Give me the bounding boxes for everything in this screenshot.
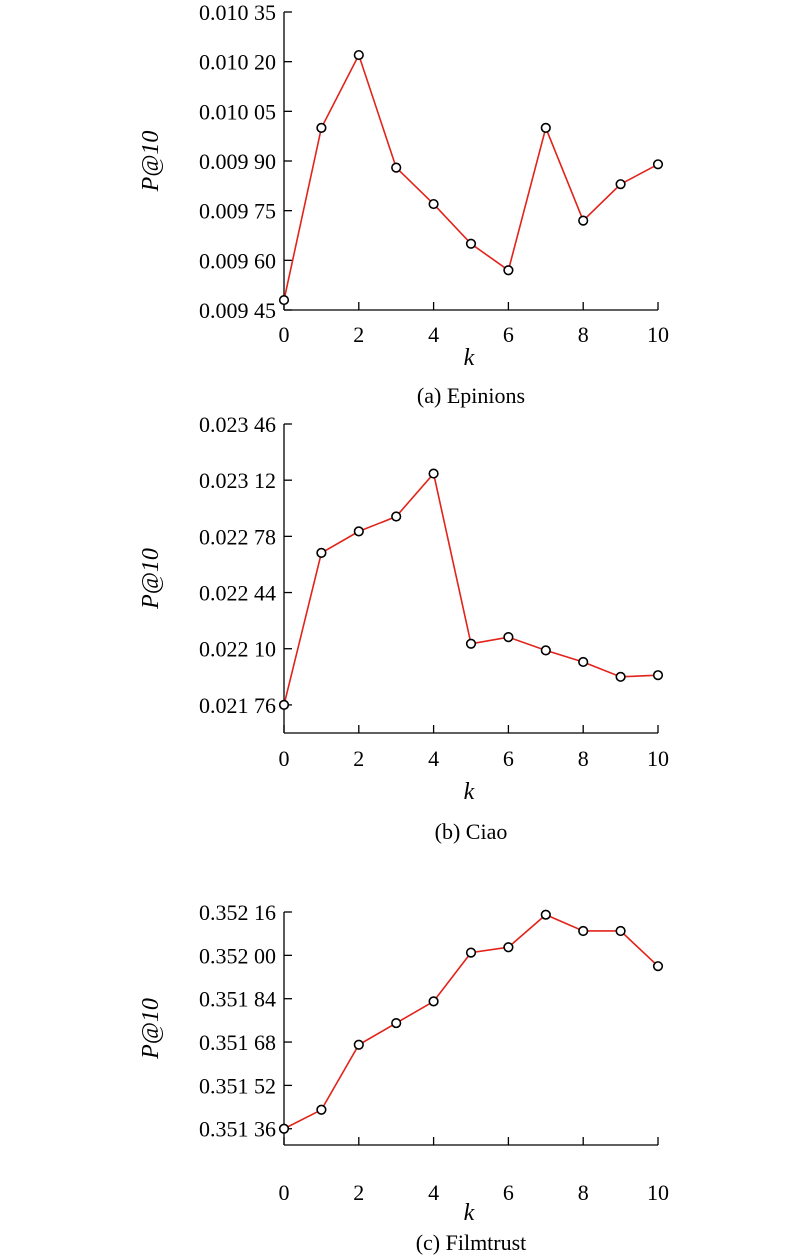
y-tick-label: 0.009 45 [199,298,276,323]
x-tick-label: 2 [353,746,365,771]
x-tick-label: 6 [502,746,514,771]
data-point [616,673,625,682]
y-tick-label: 0.022 44 [199,580,276,606]
data-point [654,160,663,169]
x-tick-label: 4 [428,1180,440,1205]
data-point [429,469,438,478]
x-tick-label: 4 [428,746,440,771]
data-point [317,124,326,133]
y-axis-label: P@10 [138,130,164,192]
data-point [429,200,438,209]
chart-panel-1 [138,412,669,844]
y-tick-label: 0.351 52 [199,1073,276,1099]
data-point [654,962,663,971]
y-tick-label: 0.352 00 [199,943,276,969]
data-point [542,124,551,133]
y-tick-label: 0.022 78 [199,524,276,550]
series-line [284,474,658,705]
series-line [284,915,658,1129]
y-tick-label: 0.010 35 [199,0,276,25]
data-point [355,1040,364,1049]
data-point [317,1105,326,1114]
data-point [579,216,588,225]
chart-caption: (a) Epinions [416,383,526,408]
y-tick-label: 0.351 68 [199,1030,276,1056]
x-tick-label: 4 [428,322,440,347]
x-tick-label: 2 [353,322,365,347]
data-point [467,639,476,648]
data-point [429,997,438,1006]
x-tick-label: 0 [278,746,290,771]
data-point [280,701,289,710]
data-point [616,180,625,189]
x-axis-label: k [463,779,475,805]
data-point [542,646,551,655]
x-axis-label: k [463,1200,475,1226]
data-point [579,658,588,667]
y-tick-label: 0.010 05 [199,99,276,125]
x-tick-label: 10 [647,322,669,347]
data-point [467,948,476,957]
x-tick-label: 6 [502,1180,514,1205]
data-point [280,296,289,305]
x-tick-label: 8 [577,746,589,771]
series-line [284,55,658,300]
data-point [392,1019,401,1028]
data-point [654,671,663,680]
y-tick-label: 0.352 16 [199,900,276,925]
y-tick-label: 0.010 20 [199,49,276,75]
x-tick-label: 0 [278,322,290,347]
chart-caption: (c) Filmtrust [415,1230,527,1255]
y-axis-label: P@10 [138,998,164,1059]
data-point [355,51,364,60]
y-tick-label: 0.351 36 [199,1116,276,1142]
y-tick-label: 0.023 12 [199,468,276,494]
x-tick-label: 2 [353,1180,365,1205]
data-point [504,633,513,642]
y-tick-label: 0.022 10 [199,636,276,662]
y-axis-label: P@10 [138,548,164,609]
x-tick-label: 10 [647,1180,669,1205]
y-tick-label: 0.009 90 [199,149,276,174]
x-tick-label: 0 [278,1180,290,1205]
data-point [467,239,476,248]
y-tick-label: 0.009 75 [199,198,276,224]
x-tick-label: 6 [502,322,514,347]
y-tick-label: 0.351 84 [199,986,276,1012]
y-tick-label: 0.021 76 [199,692,276,718]
chart-panel-2 [138,900,669,1255]
chart-caption: (b) Ciao [434,819,508,844]
data-point [579,927,588,936]
y-tick-label: 0.009 60 [199,248,276,274]
data-point [392,163,401,172]
data-point [355,527,364,536]
x-axis-label: k [463,345,475,371]
data-point [504,943,513,952]
data-point [504,266,513,275]
data-point [392,512,401,521]
data-point [280,1124,289,1133]
x-tick-label: 8 [577,322,589,347]
x-tick-label: 8 [577,1180,589,1205]
y-tick-label: 0.023 46 [199,412,276,437]
chart-panel-0 [138,0,669,408]
x-tick-label: 10 [647,746,669,771]
data-point [317,549,326,558]
data-point [542,910,551,919]
data-point [616,927,625,936]
